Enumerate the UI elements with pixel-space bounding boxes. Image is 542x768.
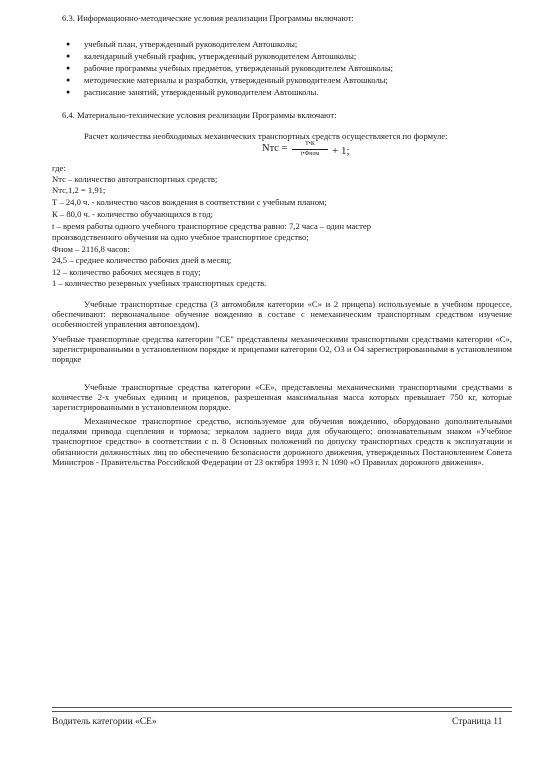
footer-rule — [52, 707, 512, 708]
footer-rule — [52, 711, 512, 712]
formula-lhs: Nтс = — [262, 143, 288, 154]
paragraph: Учебные транспортные средства (3 автомобиля категории «С» и 2 прицепа) используемые в учебном процессе, обеспечивают: первоначальное обучение вождению в составе с немеханическим транспортным средством изучение особенностей управления автопоездом). — [52, 299, 512, 330]
paragraph: Учебные транспортные средства категории "СЕ" представлены механическими транспортными средствами категории «С», зарегистрированными в установленном порядке и прицепами категории О2, О3 и О4 зарегистрированными в установленном порядке — [52, 334, 512, 365]
definition-line: 12 – количество рабочих месяцев в году; — [52, 267, 201, 277]
definition-line: t – время работы одного учебного транспортное средства равно: 7,2 часа – один мастер — [52, 221, 372, 231]
bullet-icon: ● — [66, 88, 71, 96]
footer-title: Водитель категории «СЕ» — [52, 717, 157, 727]
section-6-3-heading: 6.3. Информационно-методические условия реализации Программы включают: — [62, 13, 354, 23]
formula-tail: + 1; — [332, 145, 350, 157]
definition-line: Фном – 2116,8 часов: — [52, 244, 130, 254]
formula-fraction — [292, 141, 328, 158]
bullet-icon: ● — [66, 40, 71, 48]
paragraph: Механическое транспортное средство, используемое для обучения вождению, оборудовано дополнительными педалями привода сцепления и тормоза; зеркалом заднего вида для обучающего; опознавательным знаком «Учебное транспортное средство» в соответствии с п. 8 Основных положений по допуску транспортных средств к эксплуатации и обязанности должностных лиц по обеспечению безопасности дорожного движения, утвержденных Постановлением Совета Министров - Правительства Российской Федерации от 23 октября 1993 г. N 1090 «О Правилах дорожного движения». — [52, 416, 512, 467]
bullet-icon: ● — [66, 64, 71, 72]
fraction-bar — [292, 149, 328, 150]
page-number: Страница 11 — [452, 717, 503, 727]
definition-line: Nтс – количество автотранспортных средств; — [52, 174, 218, 184]
definition-line: Nтс,1,2 = 1,91; — [52, 185, 106, 195]
definition-line: К – 80,0 ч. - количество обучающихся в год; — [52, 209, 214, 219]
formula-numerator: Т•К — [305, 141, 315, 147]
list-item: методические материалы и разработки, утвержденный руководителем Автошколы; — [84, 75, 388, 85]
section-6-4-heading: 6.4. Материально-технические условия реализации Программы включают: — [62, 110, 337, 120]
list-item: учебный план, утвержденный руководителем Автошколы; — [84, 39, 298, 49]
definition-line: производственного обучения на одно учебное транспортное средство; — [52, 232, 309, 242]
list-item: расписание занятий, утвержденный руководителем Автошколы. — [84, 87, 319, 97]
definition-line: 1 – количество резервных учебных транспортных средств. — [52, 278, 267, 288]
where-label: где: — [52, 163, 66, 173]
formula-intro: Расчет количества необходимых механических транспортных средств осуществляется по формуле: — [84, 131, 448, 141]
bullet-icon: ● — [66, 52, 71, 60]
formula-denominator: t•Фном — [300, 151, 320, 157]
bullet-icon: ● — [66, 76, 71, 84]
paragraph: Учебные транспортные средства категории «СЕ», представлены механическими транспортными средствами в количестве 2-х учебных единиц и прицепов, разрешенная максимальная масса которых превышает 750 кг, которые зарегистрированными в установленном порядке. — [52, 382, 512, 413]
definition-line: 24,5 – среднее количество рабочих дней в месяц; — [52, 255, 232, 265]
definition-line: Т – 24,0 ч. - количество часов вождения в соответствии с учебным планом; — [52, 197, 327, 207]
list-item: календарный учебный график, утвержденный руководителем Автошколы; — [84, 51, 357, 61]
list-item: рабочие программы учебных предметов, утвержденный руководителем Автошколы; — [84, 63, 393, 73]
